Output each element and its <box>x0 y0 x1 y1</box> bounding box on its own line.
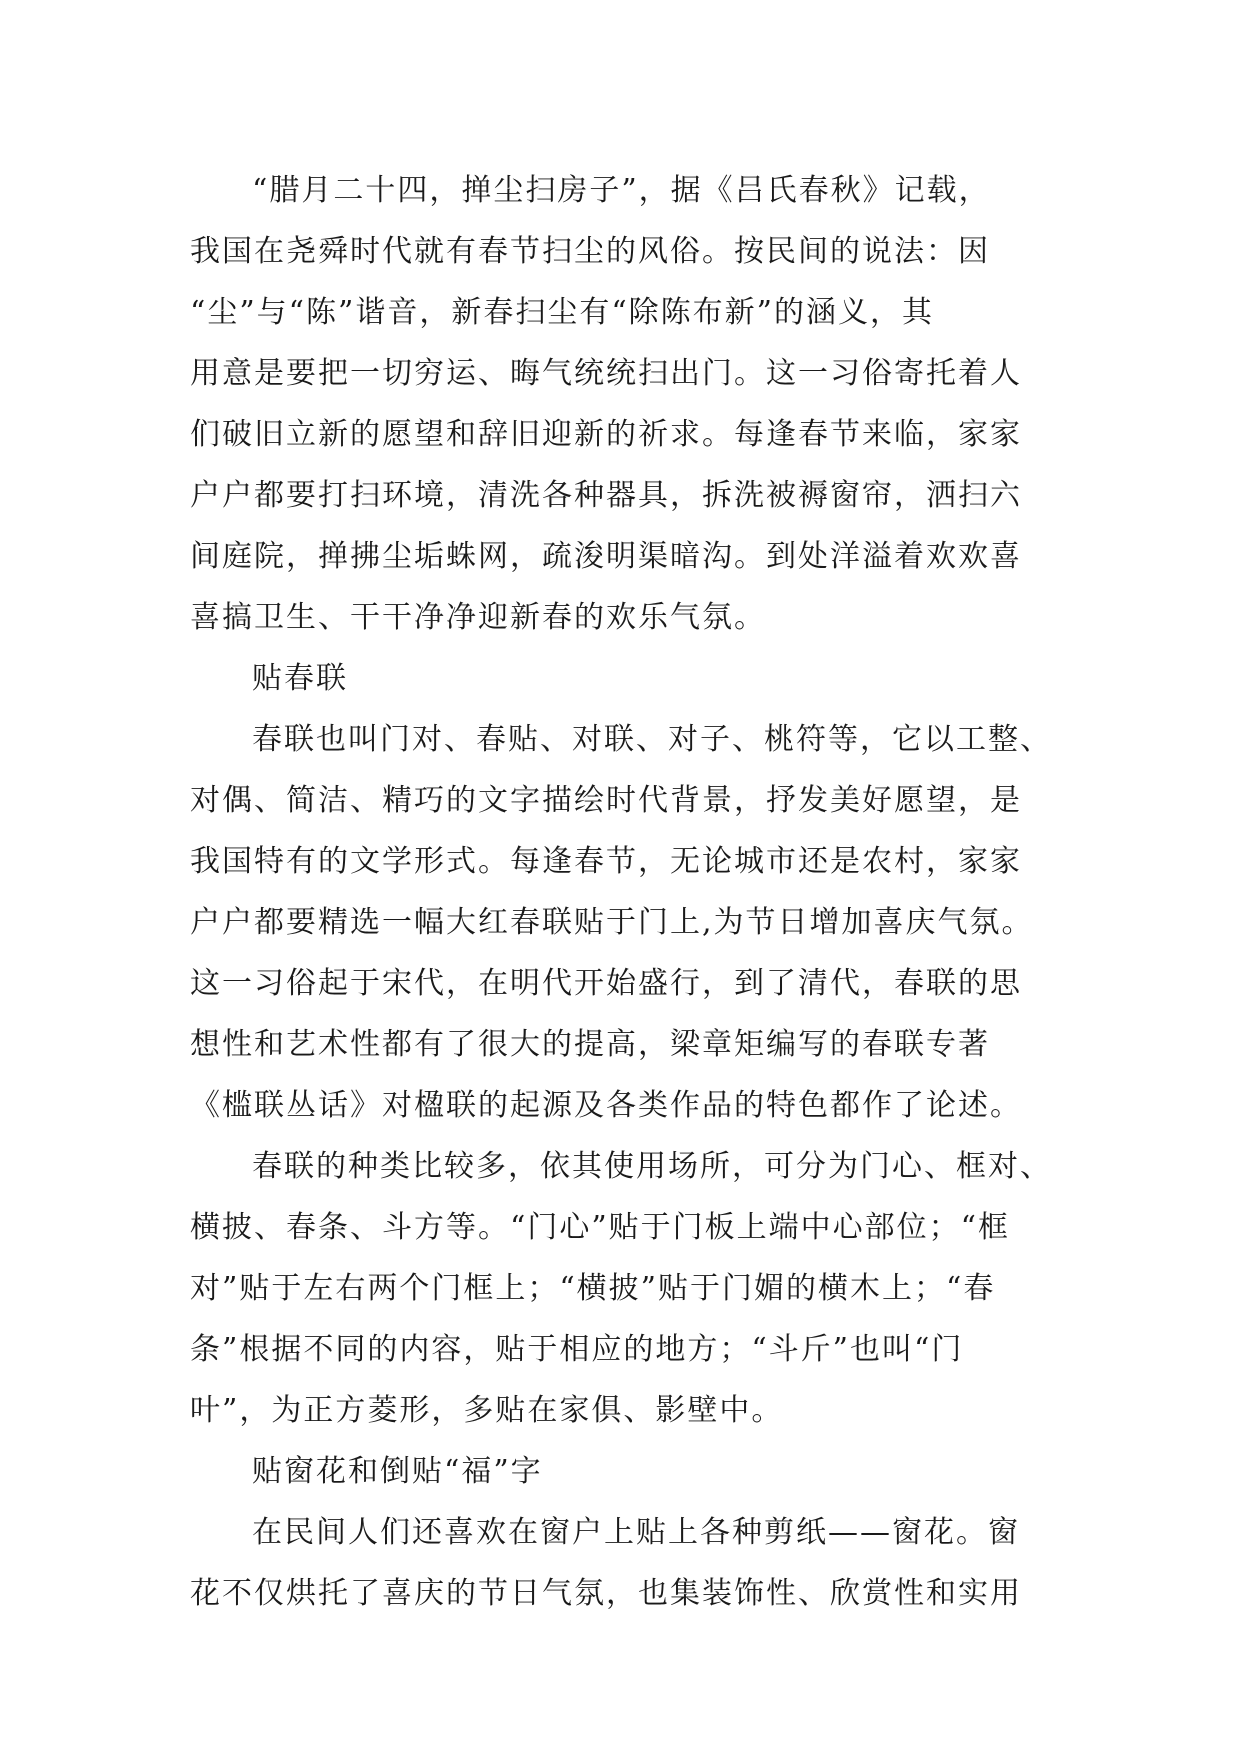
text-line: 在民间人们还喜欢在窗户上贴上各种剪纸——窗花。窗 <box>252 1515 1020 1550</box>
text-line: 我国特有的文学形式。每逢春节，无论城市还是农村，家家 <box>190 844 1022 879</box>
text-line: 这一习俗起于宋代，在明代开始盛行，到了清代，春联的思 <box>190 966 1022 1001</box>
section-heading: 贴窗花和倒贴“福”字 <box>252 1454 543 1489</box>
text-line: 春联的种类比较多，依其使用场所，可分为门心、框对、 <box>252 1149 1052 1184</box>
text-line: 花不仅烘托了喜庆的节日气氛，也集装饰性、欣赏性和实用 <box>190 1576 1022 1611</box>
section-heading: 贴春联 <box>252 661 348 696</box>
text-line: 叶”，为正方菱形，多贴在家俱、影壁中。 <box>190 1393 784 1428</box>
text-line: 条”根据不同的内容，贴于相应的地方；“斗斤”也叫“门 <box>190 1332 964 1367</box>
text-line: 喜搞卫生、干干净净迎新春的欢乐气氛。 <box>190 600 766 635</box>
text-line: 横披、春条、斗方等。“门心”贴于门板上端中心部位；“框 <box>190 1210 1011 1245</box>
text-line: 春联也叫门对、春贴、对联、对子、桃符等，它以工整、 <box>252 722 1052 757</box>
text-line: 《槛联丛话》对楹联的起源及各类作品的特色都作了论述。 <box>190 1088 1022 1123</box>
text-line: 用意是要把一切穷运、晦气统统扫出门。这一习俗寄托着人 <box>190 356 1022 391</box>
text-line: “腊月二十四，掸尘扫房子”，据《吕氏春秋》记载， <box>252 173 991 208</box>
text-line: 对偶、简洁、精巧的文字描绘时代背景，抒发美好愿望，是 <box>190 783 1022 818</box>
text-line: 对”贴于左右两个门框上；“横披”贴于门媚的横木上；“春 <box>190 1271 996 1306</box>
text-line: “尘”与“陈”谐音，新春扫尘有“除陈布新”的涵义，其 <box>190 295 935 330</box>
document-body <box>190 160 1060 1624</box>
text-line: 们破旧立新的愿望和辞旧迎新的祈求。每逢春节来临，家家 <box>190 417 1022 452</box>
text-line: 想性和艺术性都有了很大的提高，梁章矩编写的春联专著 <box>190 1027 990 1062</box>
text-line: 间庭院，掸拂尘垢蛛网，疏浚明渠暗沟。到处洋溢着欢欢喜 <box>190 539 1022 574</box>
text-line: 户户都要打扫环境，清洗各种器具，拆洗被褥窗帘，洒扫六 <box>190 478 1022 513</box>
text-line: 户户都要精选一幅大红春联贴于门上,为节日增加喜庆气氛。 <box>190 905 1034 940</box>
text-line: 我国在尧舜时代就有春节扫尘的风俗。按民间的说法：因 <box>190 234 990 269</box>
